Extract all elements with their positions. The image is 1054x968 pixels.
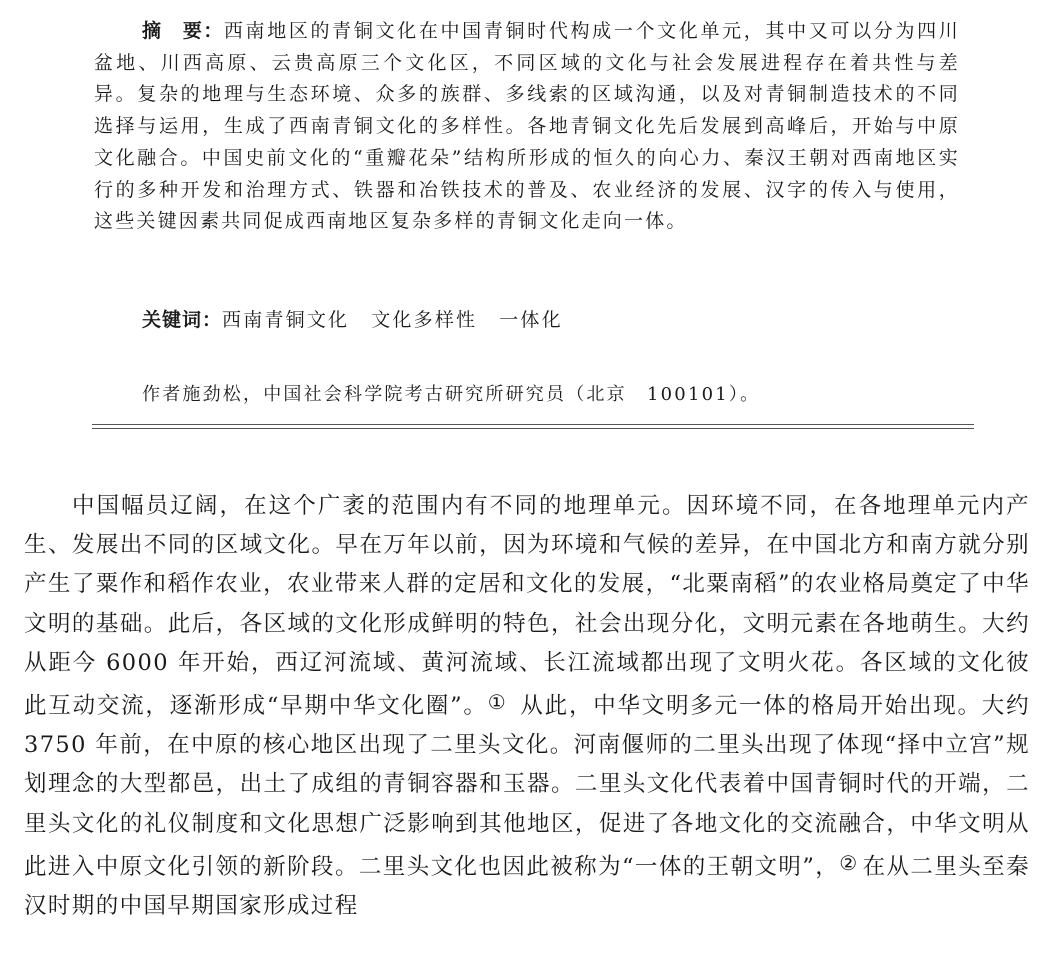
- footnote-marker-1[interactable]: ①: [487, 690, 508, 715]
- body-paragraph: [24, 487, 1030, 926]
- keywords-line: [142, 305, 585, 332]
- body-text-part-1: 中国幅员辽阔，在这个广袤的范围内有不同的地理单元。因环境不同，在各地理单元内产生、发展出不同的区域文化。早在万年以前，因为环境和气候的差异，在中国北方和南方就分别产生了粟作和稻作农业，农业带来人群的定居和文化的发展，“北粟南稻”的农业格局奠定了中华文明的基础。此后，各区域的文化形成鲜明的特色，社会出现分化，文明元素在各地萌生。大约从距今 6000 年开始，西辽河流域、黄河流域、长江流域都出现了文明火花。各区域的文化彼此互动交流，逐渐形成“早期中华文化圈”。: [24, 493, 1030, 720]
- body-text: [24, 487, 1030, 926]
- double-rule-divider: [92, 424, 974, 429]
- keyword-item: 西南青铜文化: [222, 309, 350, 331]
- abstract-text: 西南地区的青铜文化在中国青铜时代构成一个文化单元，其中又可以分为四川盆地、川西高原、云贵高原三个文化区，不同区域的文化与社会发展进程存在着共性与差异。复杂的地理与生态环境、众多的族群、多线索的区域沟通，以及对青铜制造技术的不同选择与运用，生成了西南青铜文化的多样性。各地青铜文化先后发展到高峰后，开始与中原文化融合。中国史前文化的“重瓣花朵”结构所形成的恒久的向心力、秦汉王朝对西南地区实行的多种开发和治理方式、铁器和冶铁技术的普及、农业经济的发展、汉字的传入与使用，这些关键因素共同促成西南地区复杂多样的青铜文化走向一体。: [94, 20, 960, 233]
- keywords-label: 关键词：: [142, 309, 223, 331]
- body-text-part-3: 在从二里头至秦汉时期的中国早期国家形成过程: [24, 853, 1030, 920]
- footnote-marker-2[interactable]: ②: [839, 850, 859, 875]
- abstract-paragraph: [94, 16, 960, 238]
- abstract-label: 摘 要：: [142, 20, 224, 42]
- author-note: 作者施劲松，中国社会科学院考古研究所研究员（北京 100101）。: [142, 384, 761, 405]
- body-text-part-2: 从此，中华文明多元一体的格局开始出现。大约 3750 年前，在中原的核心地区出现了二里头文化。河南偃师的二里头出现了体现“择中立宫”规划理念的大型都邑，出土了成组的青铜容器和玉器。二里头文化代表着中国青铜时代的开端，二里头文化的礼仪制度和文化思想广泛影响到其他地区，促进了各地文化的交流融合，中华文明从此进入中原文化引领的新阶段。二里头文化也因此被称为“一体的王朝文明”，: [24, 693, 1030, 880]
- keyword-item: 文化多样性: [371, 309, 478, 331]
- keyword-item: 一体化: [499, 309, 563, 331]
- abstract-block: [94, 16, 960, 238]
